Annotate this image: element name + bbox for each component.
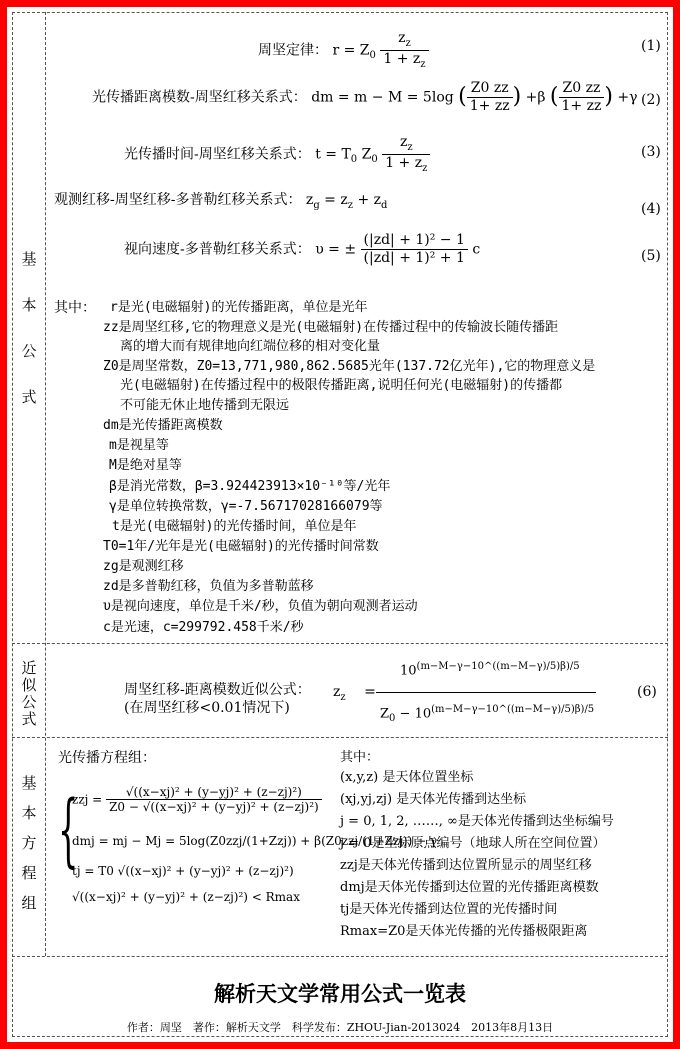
equation-number: (1) [641, 38, 661, 54]
explain-line: 离的增大而有规律地向红端位移的相对变化量 [120, 339, 381, 354]
explain-line: t是光(电磁辐射)的光传播时间，单位是年 [112, 519, 357, 534]
explain-line: Z0是周坚常数，Z0=13,771,980,862.5685光年(137.72亿光年),它的物理意义是 [103, 359, 596, 374]
fraction [382, 134, 430, 175]
equation-number: (5) [641, 248, 661, 264]
formula-label: 光传播时间-周坚红移关系式： [124, 146, 311, 163]
equals-sign: = [364, 684, 376, 700]
explain-line: m是视星等 [109, 438, 169, 453]
numerator: 10 [400, 663, 417, 679]
exponent: (m−M−γ−10^((m−M−γ)/5)β)/5 [431, 704, 595, 715]
side-char: 公 [21, 342, 37, 360]
exponent: (m−M−γ−10^((m−M−γ)/5)β)/5 [416, 661, 580, 672]
explain-line: dm是光传播距离模数 [103, 418, 223, 433]
formula-label: 周坚定律： [258, 42, 328, 59]
formula-expression: dm = m − M = 5log [311, 89, 454, 106]
numerator: z [398, 30, 406, 46]
numerator: Z0 zz [467, 80, 513, 98]
explain-line: T0=1年/光年是光(电磁辐射)的光传播时间常数 [103, 539, 379, 554]
equation-number: (6) [637, 684, 657, 700]
subscript: g [313, 199, 320, 211]
side-label-basic-formulas [13, 252, 45, 436]
denominator: 1 + z [385, 154, 423, 171]
subscript: z [407, 141, 413, 153]
side-char: 近 [21, 659, 37, 677]
equation-number: (4) [641, 201, 661, 217]
note-line: dmj是天体光传播到达位置的光传播距离模数 [340, 880, 599, 895]
explain-line: M是绝对星等 [109, 458, 182, 473]
fraction [467, 80, 513, 115]
equation-dmj: dmj = mj − Mj = 5log(Z0zzj/(1+Zzj)) + β(Z0zzj/(1+Zzj)) − γ [72, 834, 438, 848]
side-char: 式 [21, 388, 37, 406]
side-char: 式 [21, 710, 37, 728]
formula-3 [124, 134, 430, 175]
subscript: z [405, 37, 411, 49]
equation-number: (3) [641, 144, 661, 160]
subscript: d [381, 199, 388, 211]
note-line: zzj是天体光传播到达位置所显示的周坚红移 [340, 858, 592, 873]
explain-line: γ是单位转换常数，γ=-7.56717028166079等 [109, 499, 383, 514]
formula-operator: +γ [617, 89, 638, 106]
side-char: 基 [21, 774, 37, 792]
explain-line: r是光(电磁辐射)的光传播距离，单位是光年 [110, 300, 368, 315]
explain-line: β是消光常数，β=3.924423913×10⁻¹⁰等/光年 [109, 479, 391, 494]
explain-line: zg是观测红移 [103, 559, 184, 574]
fraction [361, 232, 468, 267]
side-char: 基 [21, 250, 37, 268]
formula-lhs: Z [357, 146, 372, 163]
subscript: 0 [369, 50, 376, 62]
explain-line: 不可能无休止地传播到无限远 [120, 398, 290, 413]
formula-expression: z [305, 192, 314, 208]
denominator: − 10 [395, 706, 432, 722]
subscript: 0 [389, 712, 396, 724]
side-char: 组 [21, 894, 37, 912]
explain-line: zd是多普勒红移，负值为多普勒蓝移 [103, 579, 314, 594]
formula-label: 光传播距离模数-周坚红移关系式： [92, 89, 307, 106]
denominator: 1+ zz [469, 97, 510, 114]
subscript: z [340, 691, 346, 703]
side-char: 本 [21, 804, 37, 822]
side-column-divider [45, 12, 46, 956]
approx-denominator [380, 704, 594, 725]
footer-credits: 作者：周坚 著作：解析天文学 科学发布：ZHOU-Jian-2013024 2013年8月13日 [126, 1021, 554, 1034]
note-line: (x,y,z) 是天体位置坐标 [340, 770, 474, 785]
side-label-equations [13, 776, 45, 926]
formula-lhs: z [333, 684, 341, 700]
subscript: 0 [350, 154, 358, 166]
divider-basic-approx [12, 643, 668, 644]
page-title: 解析天文学常用公式一览表 [214, 982, 466, 1006]
side-label-approx-formula [13, 661, 45, 729]
subscript: z [422, 162, 428, 174]
formula-label: 视向速度-多普勒红移关系式： [124, 241, 311, 258]
left-brace: { [58, 783, 79, 876]
note-line: Rmax=Z0是天体光传播的光传播极限距离 [340, 924, 588, 939]
approx-condition: (在周坚红移<0.01情况下) [124, 700, 290, 716]
formula-1 [258, 30, 429, 71]
side-char: 公 [21, 693, 37, 711]
subscript: z [347, 199, 354, 211]
fraction [106, 785, 322, 815]
note-line: (xj,yj,zj) 是天体光传播到达坐标 [340, 792, 527, 807]
numerator: Z0 zz [559, 80, 605, 98]
divider-approx-equations [12, 737, 668, 738]
formula-lhs: t = T [315, 146, 351, 163]
explain-line: υ是视向速度，单位是千米/秒，负值为朝向观测者运动 [103, 599, 418, 614]
note-line: tj是天体光传播到达位置的光传播时间 [340, 902, 558, 917]
explain-line: c是光速，c=299792.458千米/秒 [103, 620, 304, 635]
denominator: (|zd| + 1)² + 1 [363, 249, 465, 266]
formula-lhs: r = Z [332, 42, 370, 59]
denominator: Z [380, 706, 390, 722]
formula-operator: c [472, 241, 481, 258]
side-char: 方 [21, 834, 37, 852]
subscript: z [420, 58, 426, 70]
equation-tj: tj = T0 √((x−xj)² + (y−yj)² + (z−zj)²) [72, 864, 294, 878]
fraction-bar [376, 692, 596, 693]
explain-intro: 其中： [54, 300, 96, 316]
fraction [559, 80, 605, 115]
approx-label: 周坚红移-距离模数近似公式： [124, 682, 311, 698]
formula-expression: + z [353, 192, 382, 208]
equation-rmax: √((x−xj)² + (y−yj)² + (z−zj)²) < Rmax [72, 890, 300, 904]
formula-lhs: υ = ± [315, 241, 357, 258]
side-char: 似 [21, 676, 37, 694]
side-char: 程 [21, 864, 37, 882]
explain-line: zz是周坚红移,它的物理意义是光(电磁辐射)在传播过程中的传输波长随传播距 [103, 320, 559, 335]
denominator: 1+ zz [561, 97, 602, 114]
equations-heading: 光传播方程组： [58, 750, 156, 766]
denominator: Z0 − √((x−xj)² + (y−yj)² + (z−zj)²) [109, 800, 319, 815]
numerator: (|zd| + 1)² − 1 [361, 232, 468, 250]
fraction [380, 30, 428, 71]
equation-number: (2) [641, 92, 661, 108]
divider-equations-title [12, 956, 668, 957]
denominator: 1 + z [383, 50, 421, 67]
formula-expression: = z [319, 192, 348, 208]
note-line: j = 0, 1, 2, ……, ∞是天体光传播到达坐标编号 [340, 814, 614, 829]
formula-4 [54, 192, 387, 212]
formula-5 [124, 232, 480, 267]
formula-label: 观测红移-周坚红移-多普勒红移关系式： [54, 192, 302, 208]
note-line: j = 0是坐标原点编号（地球人所在空间位置） [340, 836, 606, 851]
formula-lhs: zzj = [72, 792, 103, 807]
side-char: 本 [21, 296, 37, 314]
numerator: √((x−xj)² + (y−yj)² + (z−zj)²) [106, 785, 322, 800]
approx-numerator [400, 661, 580, 679]
explain-line: 光(电磁辐射)在传播过程中的极限传播距离,说明任何光(电磁辐射)的传播都 [120, 378, 563, 393]
subscript: 0 [371, 154, 378, 166]
notes-intro: 其中： [340, 750, 380, 765]
equation-zzj [72, 785, 322, 815]
formula-2: 光传播距离模数-周坚红移关系式： dm = m − M = 5log ( $\frac{Z0 zz}{1+ zz}$ ) +β ( $\frac{Z0 zz}{1+ zz}$ ) +γ [92, 80, 638, 114]
formula-operator: +β [525, 89, 546, 106]
numerator: z [399, 134, 408, 150]
approx-lhs [333, 684, 376, 704]
